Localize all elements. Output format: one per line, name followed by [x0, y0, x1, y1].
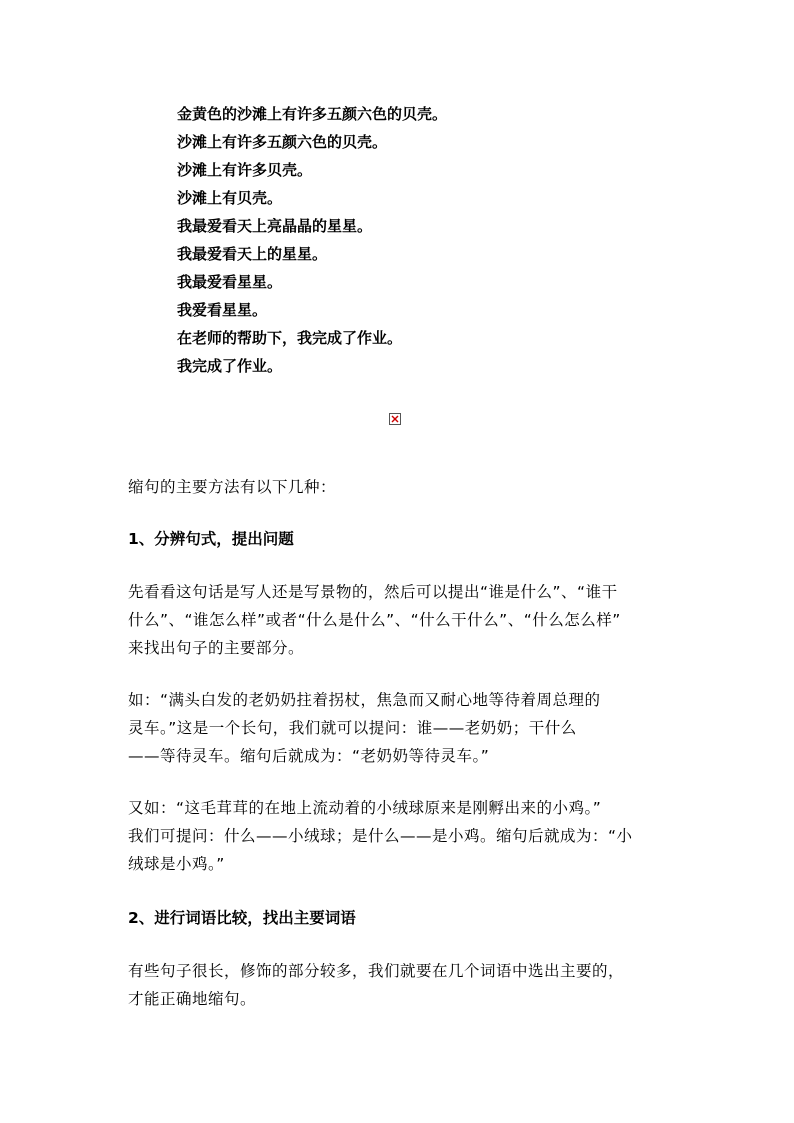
paragraph-line: 又如：“这毛茸茸的在地上流动着的小绒球原来是刚孵出来的小鸡。”: [128, 799, 602, 817]
example-sentence: 我爱看星星。: [177, 301, 268, 319]
paragraph-line: 才能正确地缩句。: [128, 990, 257, 1008]
example-sentence: 我最爱看星星。: [177, 273, 283, 291]
example-sentence: 沙滩上有许多五颜六色的贝壳。: [177, 133, 388, 151]
paragraph-line: 来找出句子的主要部分。: [128, 639, 305, 657]
example-sentence: 我完成了作业。: [177, 357, 283, 375]
example-sentence: 我最爱看天上的星星。: [177, 245, 328, 263]
example-sentence: 在老师的帮助下，我完成了作业。: [177, 329, 403, 347]
intro-text: 缩句的主要方法有以下几种：: [128, 478, 337, 496]
example-sentence: 沙滩上有许多贝壳。: [177, 161, 313, 179]
paragraph-line: 如：“满头白发的老奶奶拄着拐杖，焦急而又耐心地等待着周总理的: [128, 691, 601, 709]
paragraph-line: 什么”、“谁怎么样”或者“什么是什么”、“什么干什么”、“什么怎么样”: [128, 611, 621, 629]
example-sentence: 沙滩上有贝壳。: [177, 189, 283, 207]
section-heading: 1、分辨句式，提出问题: [128, 530, 294, 548]
example-sentence: 金黄色的沙滩上有许多五颜六色的贝壳。: [177, 105, 448, 123]
paragraph-line: 我们可提问：什么——小绒球；是什么——是小鸡。缩句后就成为：“小: [128, 827, 633, 845]
paragraph-line: 绒球是小鸡。”: [128, 855, 225, 873]
broken-image-icon: [389, 413, 401, 425]
paragraph-line: ——等待灵车。缩句后就成为：“老奶奶等待灵车。”: [128, 747, 490, 765]
paragraph-line: 有些句子很长，修饰的部分较多，我们就要在几个词语中选出主要的，: [128, 962, 625, 980]
section-heading: 2、进行词语比较，找出主要词语: [128, 909, 356, 927]
example-sentence: 我最爱看天上亮晶晶的星星。: [177, 217, 373, 235]
paragraph-line: 先看看这句话是写人还是写景物的，然后可以提出“谁是什么”、“谁干: [128, 583, 618, 601]
paragraph-line: 灵车。”这是一个长句，我们就可以提问：谁——老奶奶；干什么: [128, 719, 577, 737]
